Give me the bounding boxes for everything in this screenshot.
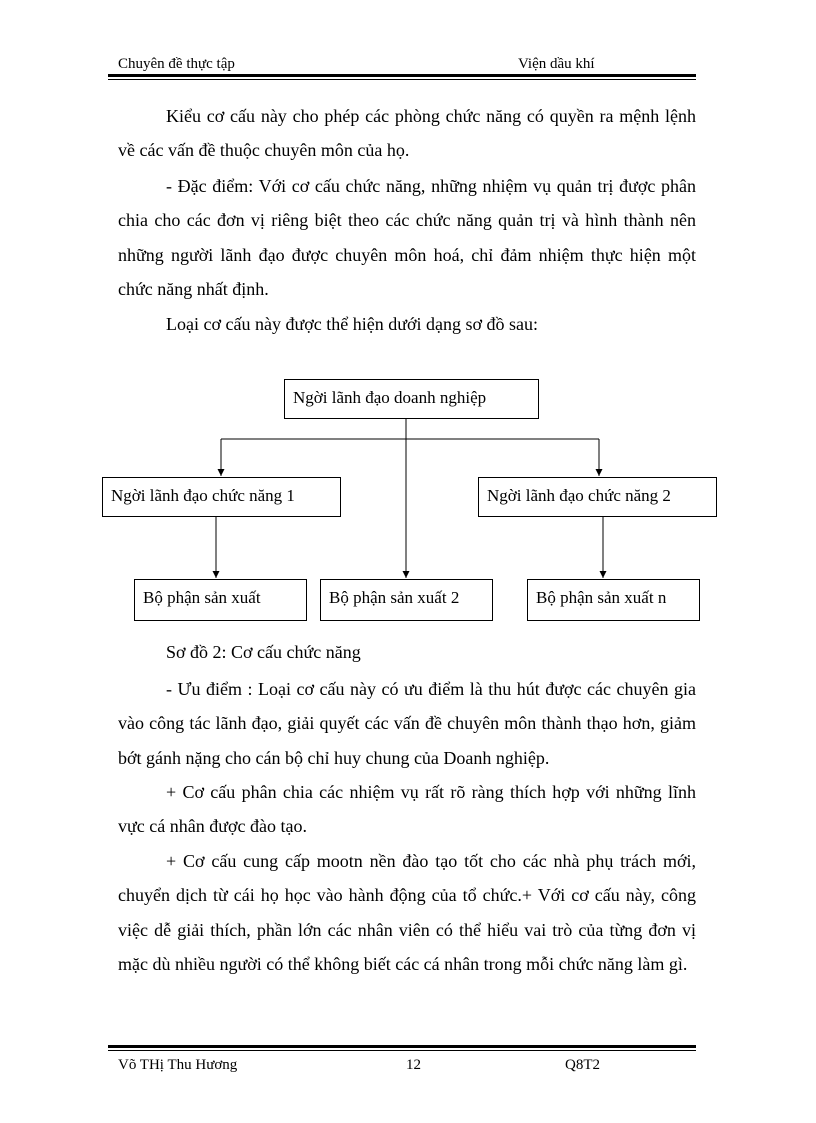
paragraph-intro: Kiểu cơ cấu này cho phép các phòng chức năng có quyền ra mệnh lệnh về các vấn đề thuộc chuyên môn của họ.	[118, 106, 696, 161]
box-function-leader-2: Ngời lãnh đạo chức năng 2	[478, 477, 717, 517]
header-right: Viện dầu khí	[518, 56, 595, 72]
paragraph-advantages: - Ưu điểm : Loại cơ cấu này có ưu điểm là thu hút được các chuyên gia vào công tác lãnh đạo, giải quyết các vấn đề chuyên môn thành thạo hơn, giảm bớt gánh nặng cho cán bộ chỉ huy chung của Doanh nghiệp.	[118, 679, 696, 768]
box-function-leader-1: Ngời lãnh đạo chức năng 1	[102, 477, 341, 517]
box-production-unit-n: Bộ phận sản xuất n	[527, 579, 700, 621]
paragraph-task-division: + Cơ cấu phân chia các nhiệm vụ rất rõ ràng thích hợp với những lĩnh vực cá nhân được đào tạo.	[118, 782, 696, 837]
paragraph-training: + Cơ cấu cung cấp mootn nền đào tạo tốt cho các nhà phụ trách mới, chuyển dịch từ cái họ học vào hành động của tổ chức.+ Với cơ cấu này, công việc dễ giải thích, phần lớn các nhân viên có thể hiểu vai trò của từng đơn vị mặc dù nhiều người có thể không biết các cá nhân trong mỗi chức năng làm gì.	[118, 851, 696, 975]
box-enterprise-leader: Ngời lãnh đạo doanh nghiệp	[284, 379, 539, 419]
paragraph-characteristics: - Đặc điểm: Với cơ cấu chức năng, những nhiệm vụ quản trị được phân chia cho các đơn vị riêng biệt theo các chức năng quản trị và hình thành nên những người lãnh đạo được chuyên môn hoá, chỉ đảm nhiệm thực hiện một chức năng nhất định.	[118, 176, 696, 300]
footer-rule-thin	[108, 1050, 696, 1051]
footer-page-number: 12	[406, 1057, 421, 1073]
footer-class-code: Q8T2	[565, 1057, 600, 1073]
box-production-unit-2: Bộ phận sản xuất 2	[320, 579, 493, 621]
footer-author: Võ THị Thu Hương	[118, 1057, 238, 1073]
footer-rule-thick	[108, 1045, 696, 1048]
diagram-caption: Sơ đồ 2: Cơ cấu chức năng	[166, 642, 361, 662]
paragraph-diagram-intro: Loại cơ cấu này được thể hiện dưới dạng sơ đồ sau:	[166, 314, 538, 334]
header-left: Chuyên đề thực tập	[118, 56, 235, 72]
box-production-unit-1: Bộ phận sản xuất	[134, 579, 307, 621]
